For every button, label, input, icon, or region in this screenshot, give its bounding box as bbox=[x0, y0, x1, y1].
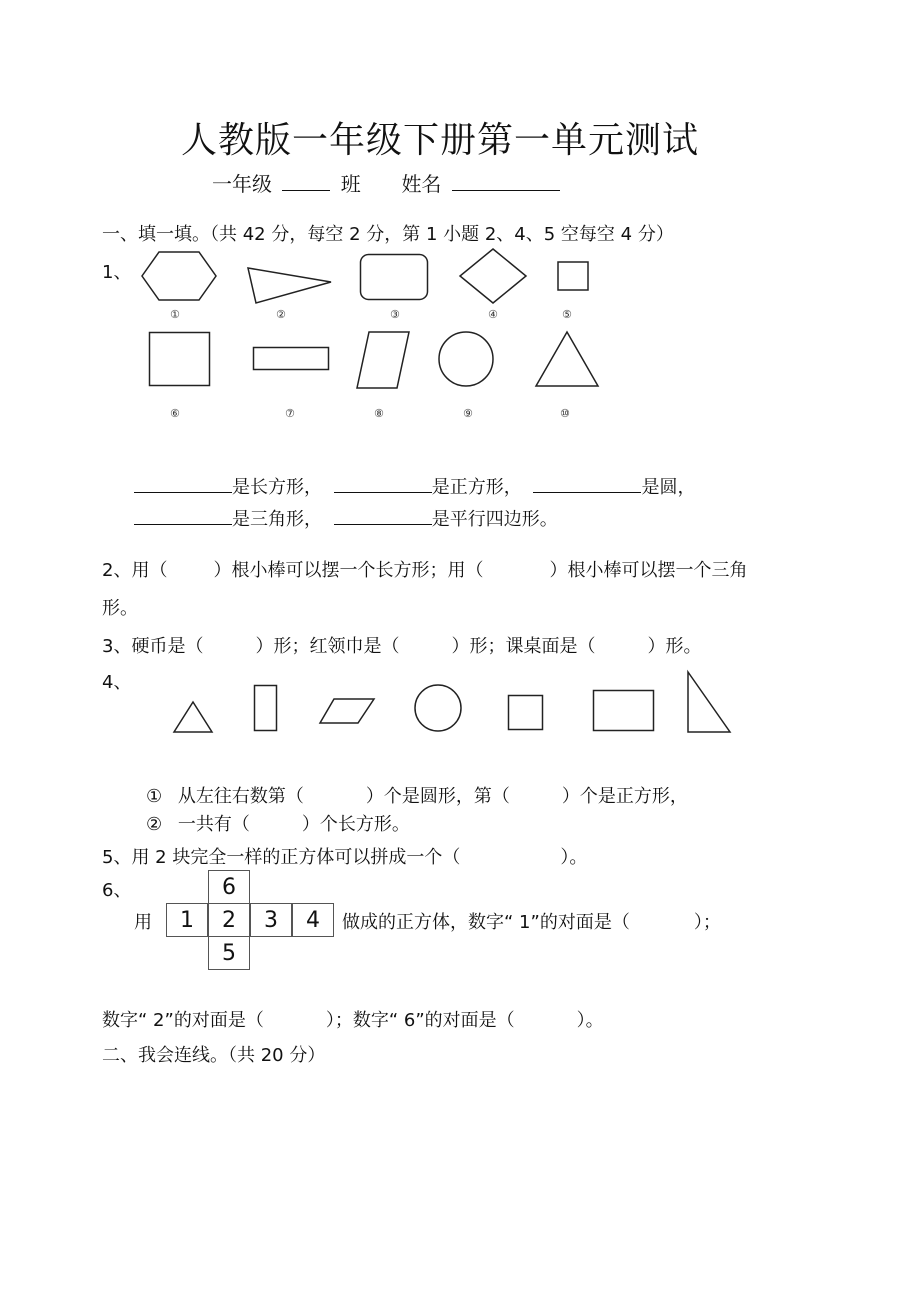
q3-line bbox=[102, 632, 701, 658]
q5-line bbox=[102, 843, 587, 869]
q3-text-c: ）形；课桌面是（ bbox=[451, 636, 596, 657]
q2-text-c: ）根小棒可以摆一个三角 bbox=[549, 560, 748, 581]
q6-label: 6、 bbox=[102, 880, 132, 901]
shape-number-8: ⑧ bbox=[374, 407, 384, 420]
q4-sub-2-mark: ② bbox=[146, 814, 163, 835]
q4-rectangle bbox=[592, 689, 656, 733]
q6-text-e: ）。 bbox=[576, 1010, 604, 1031]
q2-text-b: ）根小棒可以摆一个长方形；用（ bbox=[213, 560, 484, 581]
q6-line-1 bbox=[342, 908, 721, 934]
q6-text-a: 做成的正方体，数字“ 1”的对面是（ bbox=[342, 912, 630, 933]
shape-number-4: ④ bbox=[488, 308, 498, 321]
triangle-answer-blank[interactable] bbox=[134, 506, 232, 525]
student-info-line bbox=[212, 168, 560, 197]
q2-text-a: 2、用（ bbox=[102, 560, 168, 581]
parallelogram-answer-label: 是平行四边形。 bbox=[431, 509, 558, 530]
net-cell-left: 1 bbox=[166, 903, 208, 937]
q4-sub-1-text-c: ）个是正方形， bbox=[561, 786, 688, 807]
rhombus-shape bbox=[458, 247, 528, 305]
q3-text-d: ）形。 bbox=[647, 636, 702, 657]
section-2-heading: 二、我会连线。（共 20 分） bbox=[102, 1045, 326, 1066]
q1-answer-line-1 bbox=[134, 473, 695, 499]
q5-text-a: 5、用 2 块完全一样的正方体可以拼成一个（ bbox=[102, 847, 461, 868]
shape-number-1: ① bbox=[170, 308, 180, 321]
q4-sub-1 bbox=[146, 782, 688, 808]
net-cell-bottom: 5 bbox=[208, 936, 250, 970]
q4-sub-2 bbox=[146, 810, 410, 836]
net-cell-top: 6 bbox=[208, 870, 250, 904]
q4-sub-2-text-b: ）个长方形。 bbox=[301, 814, 410, 835]
rounded-rectangle-shape bbox=[359, 253, 429, 301]
grade-label: 一年级 bbox=[212, 172, 272, 196]
long-rectangle-shape bbox=[252, 346, 330, 372]
triangle-answer-label: 是三角形， bbox=[232, 509, 322, 530]
rectangle-answer-blank[interactable] bbox=[134, 474, 232, 493]
q4-tall-rectangle bbox=[253, 684, 279, 732]
triangle-shape-2 bbox=[534, 330, 600, 388]
q3-text-b: ）形；红领巾是（ bbox=[255, 636, 400, 657]
q5-text-b: ）。 bbox=[560, 847, 588, 868]
q4-square bbox=[507, 694, 545, 732]
net-cell-far-right: 4 bbox=[292, 903, 334, 937]
q4-sub-1-text-b: ）个是圆形，第（ bbox=[365, 786, 510, 807]
parallelogram-answer-blank[interactable] bbox=[334, 506, 432, 525]
class-label: 班 bbox=[340, 172, 361, 196]
circle-answer-label: 是圆， bbox=[641, 477, 696, 498]
q6-line-2 bbox=[102, 1006, 604, 1032]
net-cell-right: 3 bbox=[250, 903, 292, 937]
q6-use-label: 用 bbox=[134, 912, 152, 933]
circle-answer-blank[interactable] bbox=[533, 474, 641, 493]
q6-text-c: 数字“ 2”的对面是（ bbox=[102, 1010, 264, 1031]
shape-number-5: ⑤ bbox=[562, 308, 572, 321]
page-title: 人教版一年级下册第一单元测试 bbox=[180, 120, 699, 161]
q4-triangle bbox=[172, 700, 214, 734]
shape-number-7: ⑦ bbox=[285, 407, 295, 420]
net-cell-center: 2 bbox=[208, 903, 250, 937]
q3-text-a: 3、硬币是（ bbox=[102, 636, 204, 657]
q2-line-2: 形。 bbox=[102, 598, 138, 619]
shape-number-10: ⑩ bbox=[560, 407, 570, 420]
square-answer-blank[interactable] bbox=[334, 474, 432, 493]
shape-number-3: ③ bbox=[390, 308, 400, 321]
q4-right-triangle bbox=[686, 670, 732, 734]
q4-sub-1-mark: ① bbox=[146, 786, 163, 807]
q1-answer-line-2 bbox=[134, 505, 558, 531]
hexagon-shape bbox=[140, 250, 218, 302]
triangle-shape-1 bbox=[246, 266, 334, 306]
name-label: 姓名 bbox=[401, 172, 442, 196]
shape-number-6: ⑥ bbox=[170, 407, 180, 420]
q2-line-1 bbox=[102, 556, 747, 582]
shape-number-2: ② bbox=[276, 308, 286, 321]
shape-number-9: ⑨ bbox=[463, 407, 473, 420]
class-blank[interactable] bbox=[282, 172, 330, 191]
q4-label: 4、 bbox=[102, 672, 132, 693]
q4-parallelogram bbox=[318, 697, 376, 725]
q1-label: 1、 bbox=[102, 262, 132, 283]
square-answer-label: 是正方形， bbox=[431, 477, 522, 498]
name-blank[interactable] bbox=[452, 172, 560, 191]
q6-text-b: ）； bbox=[693, 912, 721, 933]
q6-text-d: ）；数字“ 6”的对面是（ bbox=[325, 1010, 515, 1031]
q4-sub-2-text-a: 一共有（ bbox=[177, 814, 250, 835]
rectangle-answer-label: 是长方形， bbox=[232, 477, 322, 498]
q4-circle bbox=[413, 683, 463, 733]
q4-sub-1-text-a: 从左往右数第（ bbox=[177, 786, 304, 807]
section-1-heading: 一、填一填。（共 42 分，每空 2 分，第 1 小题 2、4、5 空每空 4 分） bbox=[102, 224, 674, 245]
large-square-shape bbox=[148, 331, 212, 387]
parallelogram-shape bbox=[355, 330, 411, 390]
circle-shape bbox=[437, 330, 495, 388]
small-square-shape bbox=[557, 261, 589, 291]
